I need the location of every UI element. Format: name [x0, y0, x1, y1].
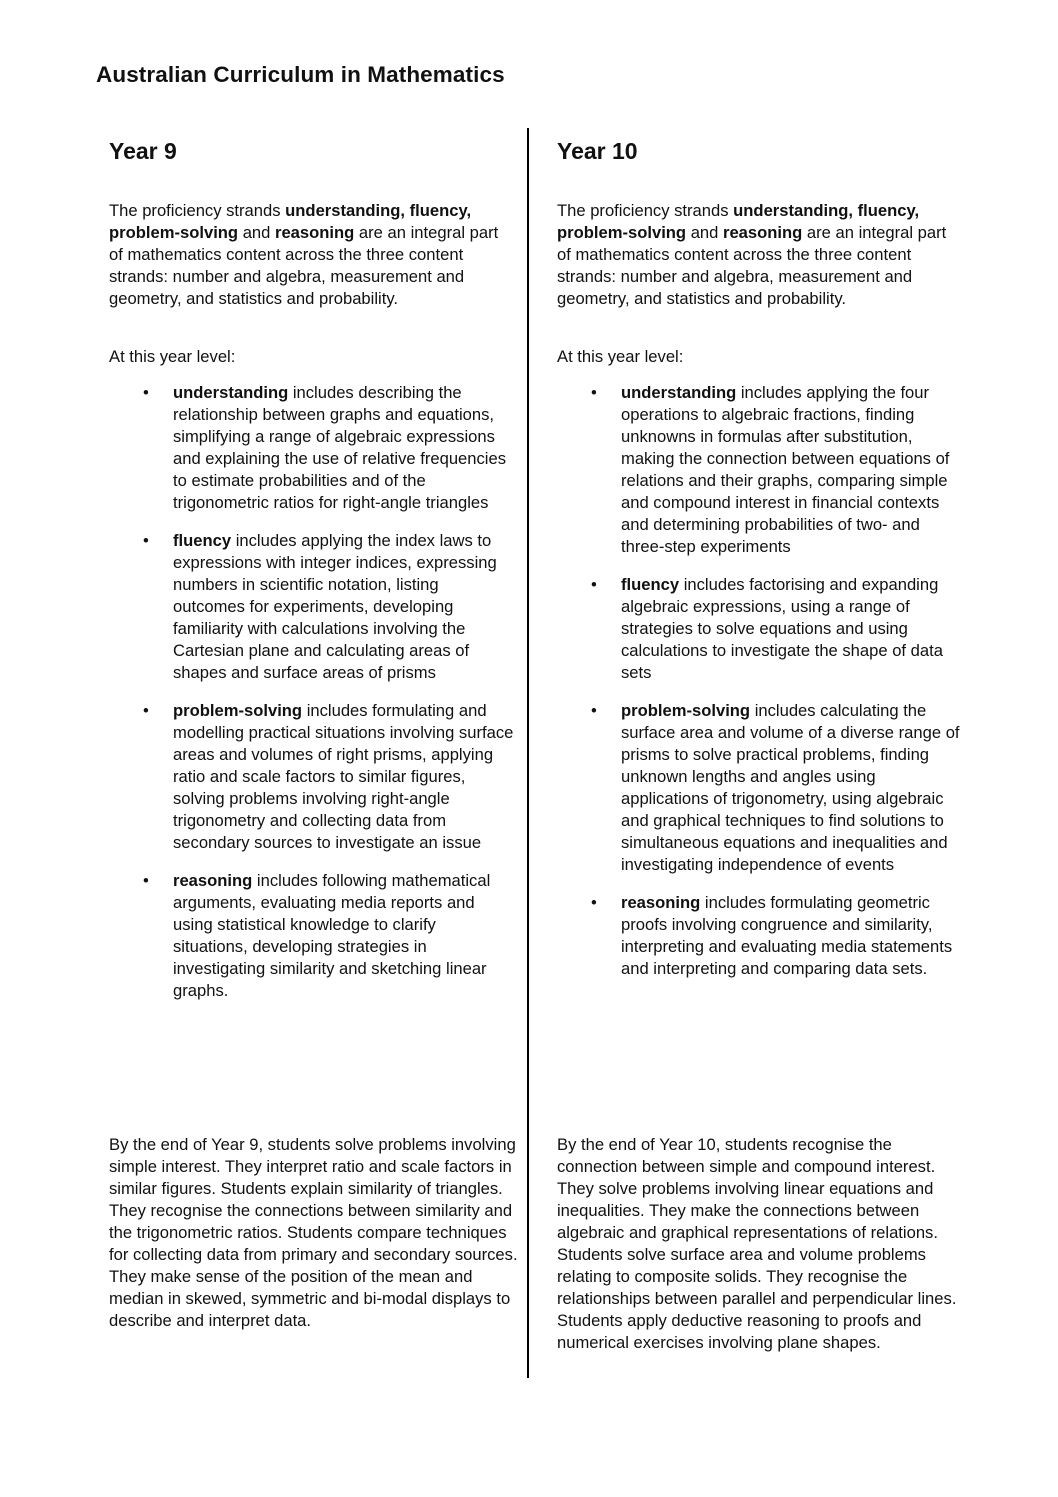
bullet-icon: • — [591, 893, 597, 912]
achievement-summary: By the end of Year 9, students solve problems involving simple interest. They interpret ratio and scale factors in similar figures. Students explain similarity of triangles. They recognise the connections between similarity and the trigonometric ratios. Students compare techniques for collecting data from primary and secondary sources. They make sense of the position of the mean and median in skewed, symmetric and bi-modal displays to describe and interpret data. — [109, 1135, 518, 1330]
strand-description: includes formulating geometric proofs involving congruence and similarity, interpreting and evaluating media statements and interpreting and comparing data sets. — [621, 893, 953, 978]
intro-text: and — [686, 223, 723, 242]
intro-text: are an integral part of mathematics content across the three content strands: number and algebra, measurement and geometry, and statistics and probability. — [109, 223, 499, 308]
bullet-icon: • — [143, 701, 149, 720]
intro-bold-strands: understanding, fluency, problem-solving — [557, 201, 920, 242]
intro-bold-reasoning: reasoning — [275, 223, 355, 242]
list-item — [557, 700, 962, 876]
year-10-column — [557, 136, 962, 1352]
intro-text: are an integral part of mathematics content across the three content strands: number and algebra, measurement and geometry, and statistics and probability. — [557, 223, 947, 308]
strand-term: problem-solving — [621, 701, 751, 720]
year-9-column — [109, 136, 518, 1330]
list-item — [557, 574, 962, 684]
intro-text: and — [238, 223, 275, 242]
strand-description: includes calculating the surface area and volume of a diverse range of prisms to solve practical problems, finding unknown lengths and angles using applications of trigonometry, using algebraic and graphical techniques to find solutions to simultaneous equations and inequalities and investigating independence of events — [621, 701, 960, 874]
bullet-icon: • — [591, 383, 597, 402]
proficiency-list — [557, 382, 962, 996]
list-item — [109, 700, 514, 854]
strand-term: fluency — [173, 531, 232, 550]
intro-bold-reasoning: reasoning — [723, 223, 803, 242]
intro-bold-strands: understanding, fluency, problem-solving — [109, 201, 472, 242]
strand-term: understanding — [621, 383, 737, 402]
strand-term: problem-solving — [173, 701, 303, 720]
strand-description: includes formulating and modelling practical situations involving surface areas and volumes of right prisms, applying ratio and scale factors to similar figures, solving problems involving right-angle trigonometry and collecting data from secondary sources to investigate an issue — [173, 701, 514, 852]
intro-text: The proficiency strands — [557, 201, 734, 220]
bullet-icon: • — [143, 871, 149, 890]
list-item — [557, 892, 962, 980]
bullet-icon: • — [591, 575, 597, 594]
page-title: Australian Curriculum in Mathematics — [96, 62, 505, 87]
intro-text: The proficiency strands — [109, 201, 286, 220]
list-item — [109, 530, 514, 684]
strand-term: fluency — [621, 575, 680, 594]
strand-description: includes applying the four operations to algebraic fractions, finding unknowns in formulas after substitution, making the connection between equations of relations and their graphs, comparing simple and compound interest in financial contexts and determining probabilities of two- and three-step experiments — [621, 383, 950, 556]
proficiency-list — [109, 382, 514, 1018]
level-label: At this year level: — [557, 347, 684, 366]
strand-description: includes applying the index laws to expressions with integer indices, expressing numbers in scientific notation, listing outcomes for experiments, developing familiarity with calculations involving the Cartesian plane and calculating areas of shapes and surface areas of prisms — [173, 531, 497, 682]
strand-term: reasoning — [173, 871, 253, 890]
level-label: At this year level: — [109, 347, 236, 366]
intro-paragraph — [109, 200, 514, 310]
strand-description: includes factorising and expanding algebraic expressions, using a range of strategies to solve equations and using calculations to investigate the shape of data sets — [621, 575, 943, 682]
bullet-icon: • — [591, 701, 597, 720]
achievement-summary: By the end of Year 10, students recognise the connection between simple and compound interest. They solve problems involving linear equations and inequalities. They make the connections between algebraic and graphical representations of relations. Students solve surface area and volume problems relating to composite solids. They recognise the relationships between parallel and perpendicular lines. Students apply deductive reasoning to proofs and numerical exercises involving plane shapes. — [557, 1135, 957, 1352]
intro-paragraph — [557, 200, 962, 310]
bullet-icon: • — [143, 531, 149, 550]
strand-description: includes following mathematical arguments, evaluating media reports and using statistical knowledge to clarify situations, developing strategies in investigating similarity and sketching linear graphs. — [173, 871, 491, 1000]
strand-term: reasoning — [621, 893, 701, 912]
year-heading: Year 10 — [557, 138, 638, 164]
strand-description: includes describing the relationship between graphs and equations, simplifying a range of algebraic expressions and explaining the use of relative frequencies to estimate probabilities and of the trigonometric ratios for right-angle triangles — [173, 383, 507, 512]
column-divider — [527, 128, 529, 1378]
list-item — [109, 870, 514, 1002]
bullet-icon: • — [143, 383, 149, 402]
strand-term: understanding — [173, 383, 289, 402]
list-item — [109, 382, 514, 514]
year-heading: Year 9 — [109, 138, 177, 164]
list-item — [557, 382, 962, 558]
